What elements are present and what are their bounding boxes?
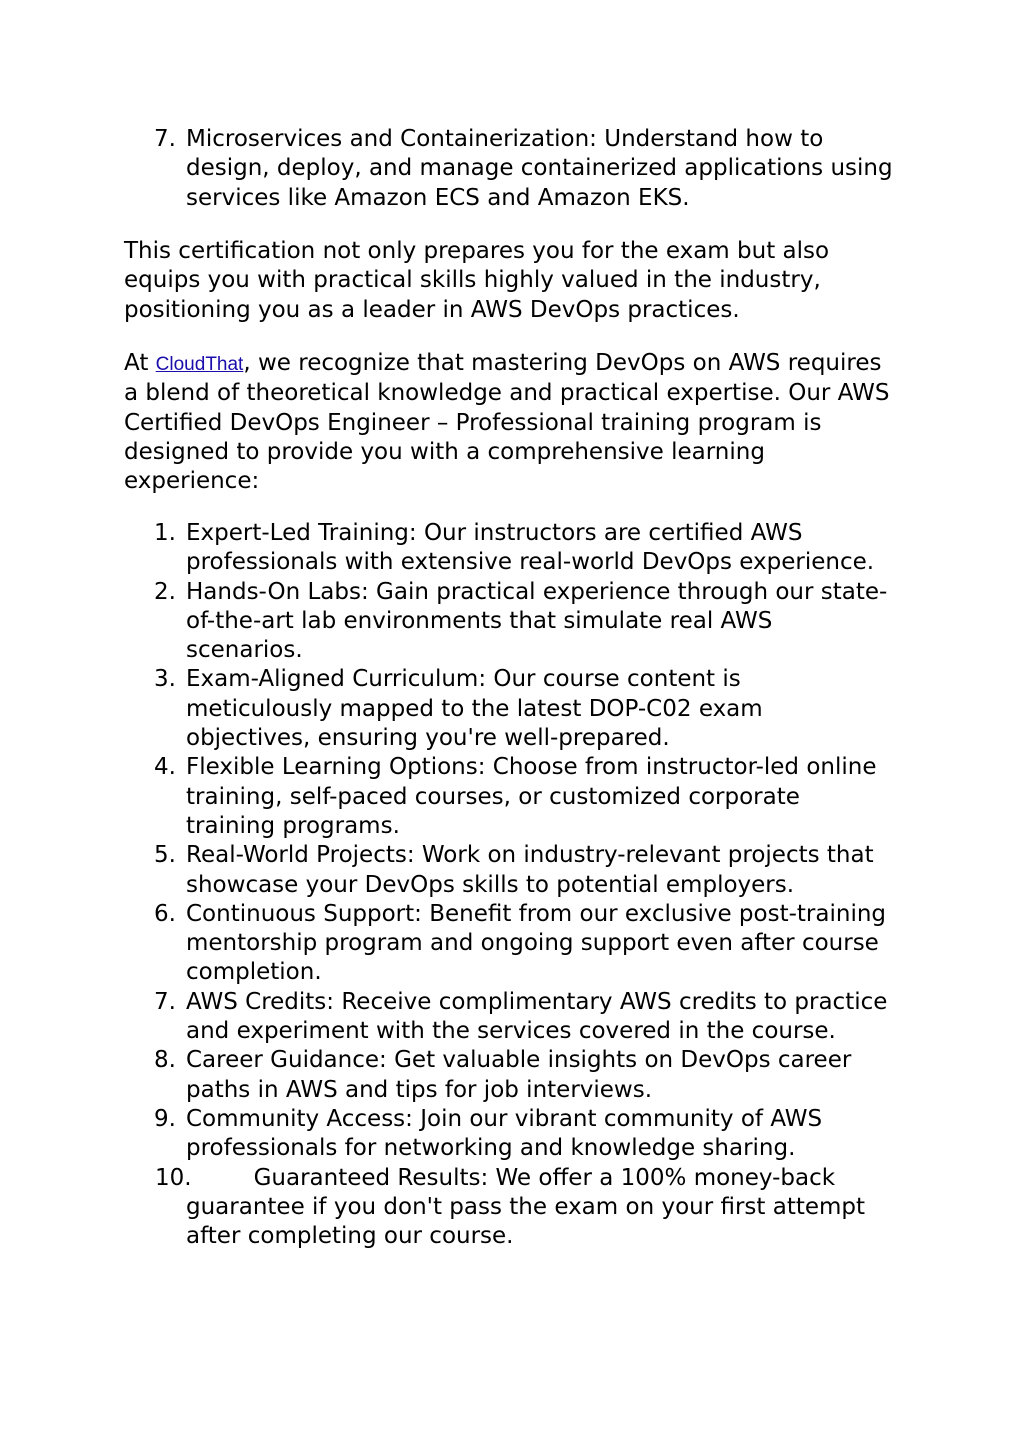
list-item-text: Flexible Learning Options: Choose from instructor-led online training, self-paced courses, or customized corporate training programs. <box>186 754 877 839</box>
list-item-text: Hands-On Labs: Gain practical experience through our state-of-the-art lab environments that simulate real AWS scenarios. <box>186 578 888 664</box>
list-item <box>124 753 894 841</box>
list-item-text: Real-World Projects: Work on industry-relevant projects that showcase your DevOps skills to potential employers. <box>186 842 874 898</box>
list-item-text: Community Access: Join our vibrant community of AWS professionals for networking and knowledge sharing. <box>186 1105 823 1162</box>
list-item-number: 1. <box>154 520 176 546</box>
list-item-number: 4. <box>154 754 176 781</box>
cloudthat-link[interactable]: CloudThat <box>155 354 244 375</box>
list-item-number: 5. <box>154 842 176 869</box>
list-item <box>124 665 894 753</box>
list-item <box>124 1105 894 1164</box>
list-item-number: 7. <box>154 988 176 1015</box>
list-item-number: 6. <box>154 900 176 927</box>
list-item-text: AWS Credits: Receive complimentary AWS credits to practice and experiment with the services covered in the course. <box>186 988 888 1045</box>
certification-paragraph <box>124 237 894 325</box>
list-item <box>124 519 894 578</box>
paragraph-text <box>124 349 894 496</box>
list-item-text: Exam-Aligned Curriculum: Our course content is meticulously mapped to the latest DOP-C02 exam objectives, ensuring you're well-prepared. <box>186 666 763 752</box>
list-item-number: 8. <box>154 1047 176 1074</box>
benefits-numbered-list <box>124 519 894 1251</box>
list-item-text: Microservices and Containerization: Understand how to design, deploy, and manage containerized applications using services like Amazon ECS and Amazon EKS. <box>186 126 893 211</box>
list-item <box>124 1164 894 1252</box>
list-item <box>124 988 894 1047</box>
list-item-number: 3. <box>154 666 176 693</box>
cloudthat-paragraph <box>124 349 894 496</box>
list-item-body: Guaranteed Results: We offer a 100% money-back guarantee if you don't pass the exam on your first attempt after completing our course. <box>186 1164 866 1250</box>
paragraph-text: This certification not only prepares you for the exam but also equips you with practical skills highly valued in the industry, positioning you as a leader in AWS DevOps practices. <box>124 238 830 323</box>
paragraph-prefix: At <box>124 350 156 376</box>
list-item <box>124 841 894 900</box>
list-item-text: Expert-Led Training: Our instructors are certified AWS professionals with extensive real-world DevOps experience. <box>186 520 875 576</box>
list-item-number: 10. <box>155 1164 192 1191</box>
list-item-number: 7. <box>154 126 176 152</box>
list-item-text <box>155 1164 894 1252</box>
top-numbered-list <box>124 125 894 213</box>
list-item <box>124 125 894 213</box>
list-item-text: Career Guidance: Get valuable insights on DevOps career paths in AWS and tips for job interviews. <box>186 1047 852 1103</box>
list-item-text: Continuous Support: Benefit from our exclusive post-training mentorship program and ongoing support even after course completion. <box>186 900 887 986</box>
list-item <box>124 1046 894 1105</box>
list-item <box>124 900 894 988</box>
paragraph-suffix: , we recognize that mastering DevOps on AWS requires a blend of theoretical knowledge and practical expertise. Our AWS Certified DevOps Engineer – Professional training program is designed to provide you with a comprehensive learning experience: <box>124 350 890 495</box>
list-item <box>124 578 894 666</box>
list-item-number: 9. <box>154 1105 176 1132</box>
list-item-number: 2. <box>154 578 176 605</box>
